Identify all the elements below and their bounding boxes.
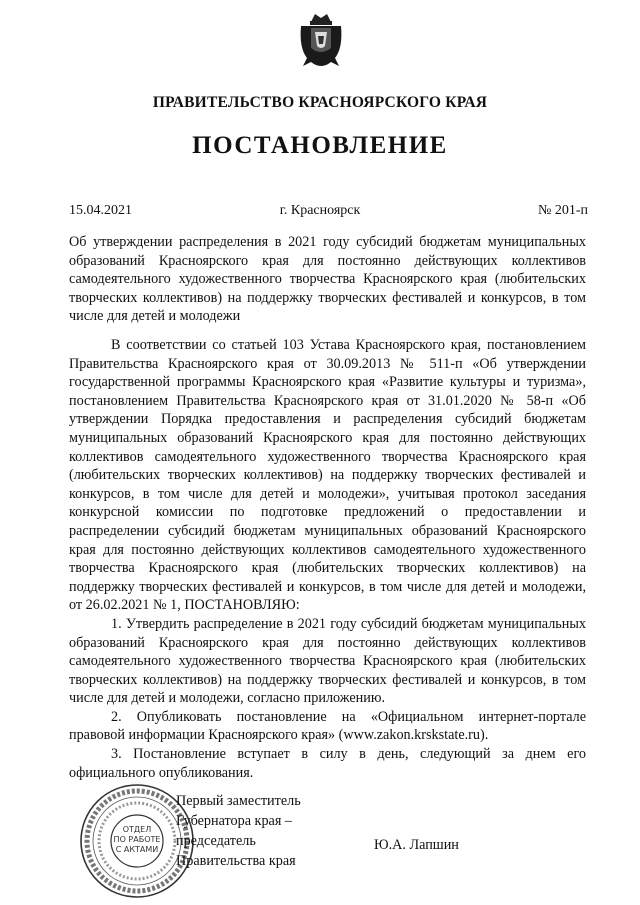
coat-of-arms-icon <box>297 8 345 72</box>
item-2-paragraph: 2. Опубликовать постановление на «Официальном интернет-портале правовой информации Красноярского края» (www.zakon.krskstate.ru). <box>69 708 586 744</box>
document-city: г. Красноярск <box>279 203 361 218</box>
signer-position-line-4: Правительства края <box>176 853 296 869</box>
item-1-paragraph: 1. Утвердить распределение в 2021 году субсидий бюджетам муниципальных образований Красноярского края для постоянно действующих коллективов самодеятельного художественного творчества Красноярского края (любительских творческих коллективов) на поддержку творческих фестивалей и конкурсов, в том числе для детей и молодежи, согласно приложению. <box>69 615 586 707</box>
signer-position-line-3: председатель <box>176 833 256 849</box>
stamp-line-2: ПО РАБОТЕ <box>113 835 161 844</box>
document-subject: Об утверждении распределения в 2021 году субсидий бюджетам муниципальных образований Красноярского края для постоянно действующих коллективов самодеятельного художественного творчества Красноярского края (любительских творческих коллективов) на поддержку творческих фестивалей и конкурсов, в том числе для детей и молодежи <box>69 234 586 325</box>
preamble-paragraph: В соответствии со статьей 103 Устава Красноярского края, постановлением Правительства Красноярского края от 30.09.2013 № 511-п «Об утверждении государственной программы Красноярского края «Развитие культуры и туризма», постановлением Правительства Красноярского края от 31.01.2020 № 58-п «Об утверждении Порядка предоставления и распределения субсидий бюджетам муниципальных образований Красноярского края для постоянно действующих коллективов самодеятельного художественного творчества Красноярского края (любительских творческих коллективов) на поддержку творческих фестивалей и конкурсов, в том числе для детей и молодежи», учитывая протокол заседания конкурсной комиссии по подготовке предложений о предоставлении и распределении субсидий бюджетам муниципальных образований Красноярского края для постоянно действующих коллективов самодеятельного художественного творчества Красноярского края (любительских творческих коллективов) на поддержку творческих фестивалей и конкурсов, в том числе для детей и молодежи, от 26.02.2021 № 1, ПОСТАНОВЛЯЮ: <box>69 337 586 614</box>
item-3-paragraph: 3. Постановление вступает в силу в день, следующий за днем его официального опубликования. <box>69 746 586 781</box>
document-body <box>69 336 586 782</box>
signer-position-line-1: Первый заместитель <box>176 793 301 809</box>
signer-position-line-2: Губернатора края – <box>176 813 293 829</box>
government-title: ПРАВИТЕЛЬСТВО КРАСНОЯРСКОГО КРАЯ <box>152 94 488 111</box>
stamp-line-1: ОТДЕЛ <box>122 825 152 834</box>
document-number: № 201-п <box>537 203 588 218</box>
document-date: 15.04.2021 <box>69 203 132 218</box>
stamp-line-3: С АКТАМИ <box>115 845 159 854</box>
document-type-title: ПОСТАНОВЛЕНИЕ <box>192 132 448 159</box>
signature-block <box>176 791 301 871</box>
signer-name: Ю.А. Лапшин <box>374 837 459 853</box>
